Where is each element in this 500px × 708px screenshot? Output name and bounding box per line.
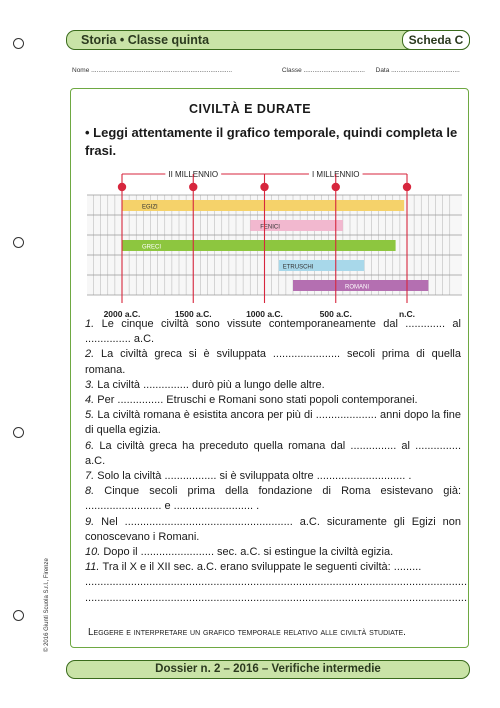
question-text: Nel ....................................................... a.C. sicuramente gli Egizi non conoscevano i Romani. — [85, 515, 461, 543]
tick-label: 500 a.C. — [319, 309, 352, 319]
page-footer: Dossier n. 2 – 2016 – Verifiche intermedie — [66, 660, 470, 679]
bar-label: FENICI — [260, 224, 280, 231]
bar-label: ROMANI — [345, 284, 369, 291]
bar-label: ETRUSCHI — [282, 264, 314, 271]
tick-label: n.C. — [398, 309, 416, 319]
question-item — [85, 317, 461, 347]
tick-marker — [332, 183, 340, 191]
question-item — [85, 439, 461, 469]
question-text: La civiltà romana è esistita ancora per più di .................... anni dopo la fine di quella egizia. — [85, 409, 461, 437]
tick-marker — [118, 183, 126, 191]
question-item — [85, 515, 461, 545]
question-number: 10. — [85, 546, 104, 559]
binder-hole — [13, 610, 24, 621]
binder-hole — [13, 427, 24, 438]
tick-label: 2000 a.C. — [103, 309, 141, 319]
question-text: Dopo il ........................ sec. a.C. si estingue la civiltà egizia. — [103, 546, 394, 559]
subject-title: Storia • Classe quinta — [81, 33, 210, 47]
bar-label: EGIZI — [142, 204, 158, 211]
name-field[interactable]: Nome .............................................................................. — [72, 67, 233, 74]
tick-marker — [189, 183, 197, 191]
binder-hole — [13, 38, 24, 49]
question-number: 5. — [85, 409, 98, 422]
answer-line[interactable]: ............................................................................................................................. — [85, 591, 468, 604]
question-text: Cinque secoli prima della fondazione di Roma esistevano già: ......................... e .......................... . — [85, 485, 461, 513]
instruction-text: • Leggi attentamente il grafico temporale, quindi completa le frasi. — [85, 125, 458, 158]
question-item — [85, 347, 461, 377]
question-text: Per ............... Etruschi e Romani sono stati popoli contemporanei. — [97, 394, 418, 407]
date-field[interactable]: Data ...................................... — [375, 67, 460, 74]
answer-line[interactable]: ............................................................................................................................. — [85, 576, 468, 589]
bar-label: GRECI — [142, 244, 162, 251]
tick-label: 1500 a.C. — [174, 309, 212, 319]
question-item — [85, 560, 461, 575]
bar-greci — [122, 240, 396, 251]
question-text: Le cinque civiltà sono vissute contemporaneamente dal ............. al ............... a.C. — [85, 318, 461, 346]
question-text: Solo la civiltà ................. si è sviluppata oltre ............................. . — [97, 470, 412, 483]
question-text: La civiltà greca ha preceduto quella romana dal ............... al ............... a.C. — [85, 439, 461, 467]
question-item — [85, 378, 461, 393]
question-item — [85, 408, 461, 438]
question-text: La civiltà ............... durò più a lungo delle altre. — [97, 378, 325, 391]
question-text: La civiltà greca si è sviluppata ...................... secoli prima di quella romana. — [85, 348, 461, 376]
copyright-note: © 2016 Giunti Scuola S.r.l., Firenze — [44, 558, 50, 652]
name-class-date-bar — [72, 67, 472, 74]
timeline-chart — [87, 167, 462, 319]
learning-objective: Leggere e interpretare un grafico temporale relativo alle civiltà studiate. — [88, 627, 406, 638]
tick-label: 1000 a.C. — [246, 309, 283, 319]
question-item — [85, 393, 461, 408]
question-number: 4. — [85, 394, 98, 407]
millennium-label: II MILLENNIO — [168, 170, 219, 179]
tick-marker — [403, 183, 411, 191]
question-item — [85, 484, 461, 514]
question-number: 1. — [85, 318, 102, 330]
page-header — [66, 30, 470, 50]
class-field[interactable]: Classe .................................. — [281, 67, 365, 74]
question-number: 8. — [85, 485, 105, 498]
page-title: CIVILTÀ E DURATE — [188, 102, 312, 116]
questions-list — [85, 317, 468, 606]
question-item — [85, 545, 461, 560]
question-number: 7. — [85, 470, 98, 483]
question-number: 6. — [85, 439, 100, 452]
sheet-label: Scheda C — [402, 30, 470, 50]
question-text: Tra il X e il XII sec. a.C. erano sviluppate le seguenti civiltà: ......... — [102, 561, 422, 574]
question-item — [85, 469, 461, 484]
question-number: 3. — [85, 378, 98, 391]
question-number: 11. — [85, 561, 103, 574]
question-number: 2. — [85, 348, 102, 361]
millennium-label: I MILLENNIO — [311, 170, 360, 179]
bar-egizi — [122, 200, 404, 211]
binder-hole — [13, 237, 24, 248]
tick-marker — [260, 183, 268, 191]
question-number: 9. — [85, 515, 102, 528]
